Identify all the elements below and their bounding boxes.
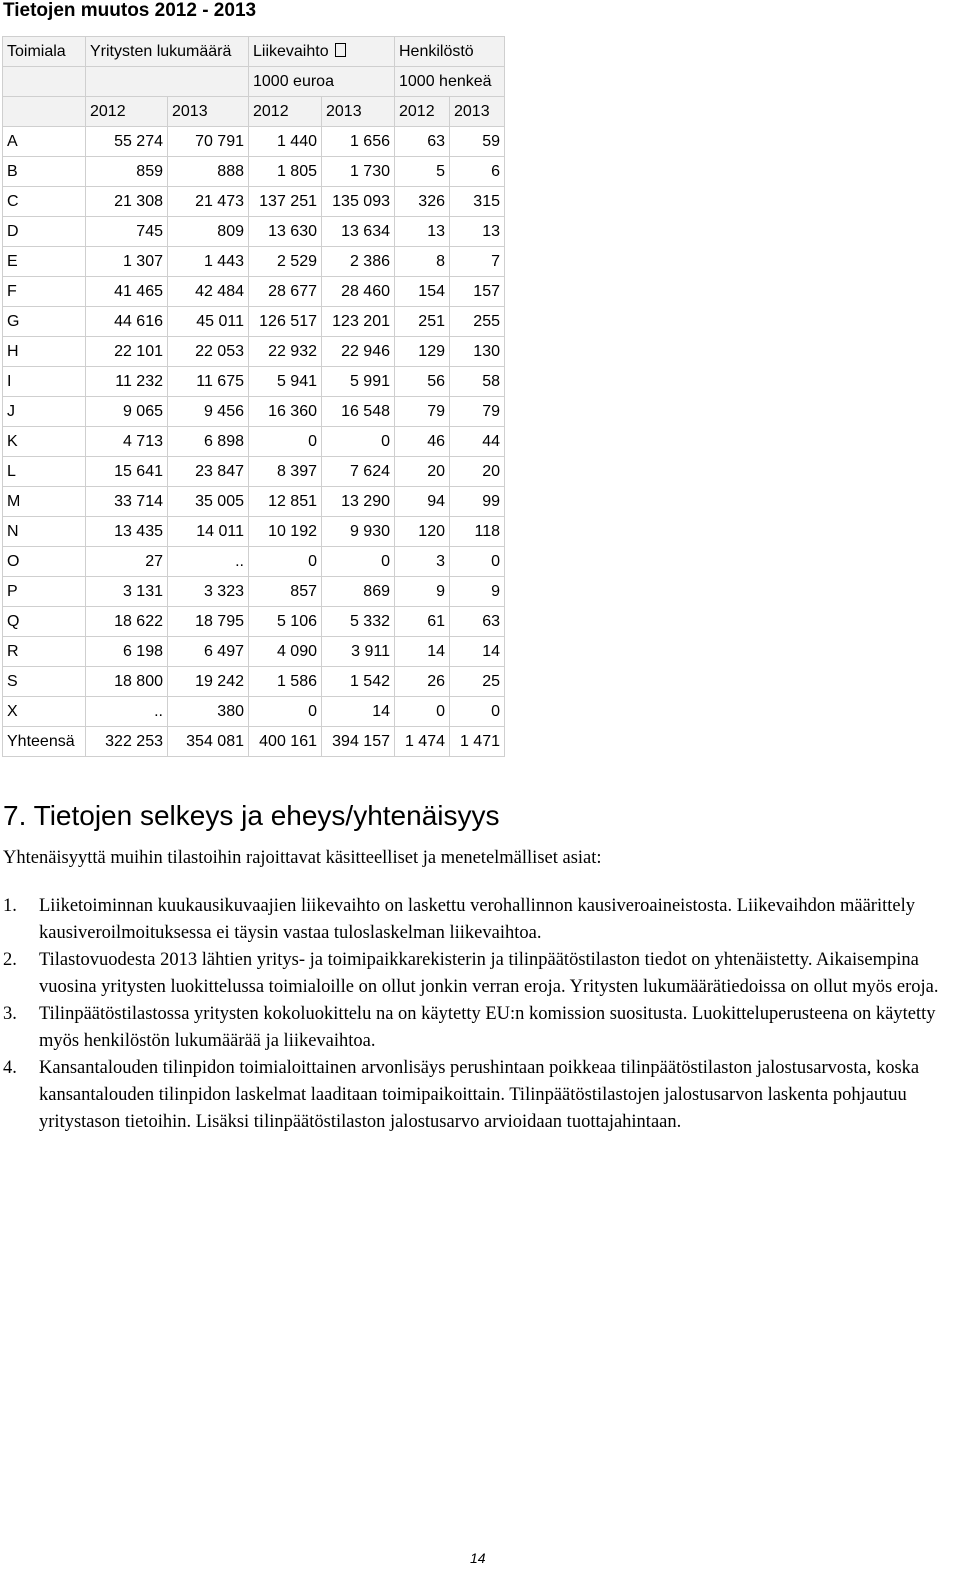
table-cell: 27 (86, 547, 168, 577)
table-cell: 120 (395, 517, 450, 547)
table-cell: 25 (450, 667, 505, 697)
year-yritykset-2012: 2012 (86, 97, 168, 127)
table-cell: 6 198 (86, 637, 168, 667)
table-cell: 18 622 (86, 607, 168, 637)
table-cell: 13 (450, 217, 505, 247)
table-cell: .. (86, 697, 168, 727)
table-cell: 3 (395, 547, 450, 577)
table-cell: 5 (395, 157, 450, 187)
table-cell: 380 (168, 697, 249, 727)
table-cell: 11 232 (86, 367, 168, 397)
table-cell: 888 (168, 157, 249, 187)
year-henkilosto-2012: 2012 (395, 97, 450, 127)
table-row (3, 367, 505, 397)
row-label: P (3, 577, 86, 607)
table-row (3, 337, 505, 367)
table-cell: 59 (450, 127, 505, 157)
table-cell: 19 242 (168, 667, 249, 697)
table-cell: 9 930 (322, 517, 395, 547)
row-label: K (3, 427, 86, 457)
table-cell: 0 (322, 427, 395, 457)
table-cell: 21 308 (86, 187, 168, 217)
row-label: Q (3, 607, 86, 637)
missing-glyph-icon (335, 43, 346, 57)
table-cell: 5 332 (322, 607, 395, 637)
table-cell: 79 (450, 397, 505, 427)
table-cell: 5 991 (322, 367, 395, 397)
table-row (3, 547, 505, 577)
table-cell: 41 465 (86, 277, 168, 307)
table-cell: 12 851 (249, 487, 322, 517)
table-body (3, 37, 505, 757)
note-item (3, 1055, 958, 1136)
table-cell: 11 675 (168, 367, 249, 397)
table-cell: 14 011 (168, 517, 249, 547)
table-cell: .. (168, 547, 249, 577)
table-cell: 118 (450, 517, 505, 547)
table-cell: 13 (395, 217, 450, 247)
note-number: 1. (3, 896, 17, 916)
table-cell: 45 011 (168, 307, 249, 337)
note-text: Tilastovuodesta 2013 lähtien yritys- ja toimipaikkarekisterin ja tilinpäätöstilaston tiedot on yhtenäistetty. Aikaisempina vuosina yritysten luokittelussa toimialoille on ollut jonkin verran eroja. Yritysten lukumäärätiedoissa on ollut myös eroja. (39, 950, 939, 997)
table-cell: 8 (395, 247, 450, 277)
table-cell: 129 (395, 337, 450, 367)
row-label: J (3, 397, 86, 427)
note-item (3, 947, 958, 1001)
note-item (3, 1001, 958, 1055)
row-label: R (3, 637, 86, 667)
note-text: Kansantalouden tilinpidon toimialoittainen arvonlisäys perushintaan poikkeaa tilinpäätöstilaston jalostusarvosta, koska kansantalouden tilinpidon laskelmat laaditaan toimipaikoittain. Tilinpäätöstilastojen jalostusarvon laskenta pohjautuu yritystason tietoihin. Lisäksi tilinpäätöstilaston jalostusarvo arvioidaan tuottajahintaan. (39, 1058, 920, 1132)
table-row (3, 187, 505, 217)
table-cell: 22 101 (86, 337, 168, 367)
row-label: G (3, 307, 86, 337)
table-cell: 0 (450, 697, 505, 727)
table-cell: 0 (395, 697, 450, 727)
table-cell: 14 (450, 637, 505, 667)
table-row (3, 247, 505, 277)
table-cell: 1 443 (168, 247, 249, 277)
table-cell: 33 714 (86, 487, 168, 517)
row-label: B (3, 157, 86, 187)
table-cell: 126 517 (249, 307, 322, 337)
page-heading: Tietojen muutos 2012 - 2013 (3, 0, 257, 21)
table-cell: 55 274 (86, 127, 168, 157)
table-cell: 35 005 (168, 487, 249, 517)
table-cell: 1 805 (249, 157, 322, 187)
table-cell: 46 (395, 427, 450, 457)
table-cell: 326 (395, 187, 450, 217)
table-cell: 400 161 (249, 727, 322, 757)
table-cell: 6 898 (168, 427, 249, 457)
table-cell: 9 (395, 577, 450, 607)
table-cell: 58 (450, 367, 505, 397)
table-cell: 56 (395, 367, 450, 397)
table-row (3, 307, 505, 337)
table-cell: 0 (450, 547, 505, 577)
table-cell: 10 192 (249, 517, 322, 547)
section-intro: Yhtenäisyyttä muihin tilastoihin rajoittavat käsitteelliset ja menetelmälliset asiat: (3, 848, 602, 868)
table-cell: 5 106 (249, 607, 322, 637)
table-cell: 23 847 (168, 457, 249, 487)
table-cell: 22 932 (249, 337, 322, 367)
table-cell: 3 131 (86, 577, 168, 607)
table-cell: 20 (395, 457, 450, 487)
table-cell: 44 616 (86, 307, 168, 337)
table-cell: 3 911 (322, 637, 395, 667)
row-label: M (3, 487, 86, 517)
table-cell: 154 (395, 277, 450, 307)
table-cell: 14 (395, 637, 450, 667)
table-cell: 157 (450, 277, 505, 307)
table-cell: 9 065 (86, 397, 168, 427)
statistics-table (2, 36, 505, 757)
table-cell: 857 (249, 577, 322, 607)
table-cell: 79 (395, 397, 450, 427)
header-liikevaihto-label: Liikevaihto (253, 42, 334, 60)
row-label: H (3, 337, 86, 367)
table-cell: 394 157 (322, 727, 395, 757)
header-empty-cell (86, 67, 249, 97)
table-cell: 63 (450, 607, 505, 637)
header-empty-cell (3, 97, 86, 127)
year-yritykset-2013: 2013 (168, 97, 249, 127)
table-cell: 21 473 (168, 187, 249, 217)
table-cell: 63 (395, 127, 450, 157)
table-cell: 13 630 (249, 217, 322, 247)
table-row (3, 277, 505, 307)
header-row-labels (3, 37, 505, 67)
note-text: Tilinpäätöstilastossa yritysten kokoluokittelu na on käytetty EU:n komission suositusta. Luokitteluperusteena on käytetty myös henkilöstön lukumäärää ja liikevaihtoa. (39, 1004, 936, 1051)
row-label: L (3, 457, 86, 487)
table-cell: 255 (450, 307, 505, 337)
table-row (3, 697, 505, 727)
unit-henkilosto: 1000 henkeä (395, 67, 505, 97)
row-label: X (3, 697, 86, 727)
table-cell: 2 529 (249, 247, 322, 277)
table-cell: 9 (450, 577, 505, 607)
table-row (3, 607, 505, 637)
table-cell: 251 (395, 307, 450, 337)
table-cell: 0 (249, 427, 322, 457)
table-cell: 28 677 (249, 277, 322, 307)
header-empty-cell (3, 67, 86, 97)
table-row (3, 217, 505, 247)
table-cell: 15 641 (86, 457, 168, 487)
table-cell: 14 (322, 697, 395, 727)
table-cell: 3 323 (168, 577, 249, 607)
table-row (3, 487, 505, 517)
header-yritykset: Yritysten lukumäärä (86, 37, 249, 67)
table-cell: 0 (249, 697, 322, 727)
note-number: 3. (3, 1004, 17, 1024)
table-cell: 1 656 (322, 127, 395, 157)
table-cell: 7 624 (322, 457, 395, 487)
row-label: Yhteensä (3, 727, 86, 757)
table-row (3, 397, 505, 427)
table-row (3, 457, 505, 487)
table-cell: 322 253 (86, 727, 168, 757)
table-cell: 135 093 (322, 187, 395, 217)
header-henkilosto: Henkilöstö (395, 37, 505, 67)
table-cell: 28 460 (322, 277, 395, 307)
table-cell: 6 (450, 157, 505, 187)
note-number: 2. (3, 950, 17, 970)
total-row (3, 727, 505, 757)
table-cell: 1 586 (249, 667, 322, 697)
table-cell: 18 800 (86, 667, 168, 697)
table-cell: 20 (450, 457, 505, 487)
table-cell: 745 (86, 217, 168, 247)
note-number: 4. (3, 1058, 17, 1078)
table-row (3, 517, 505, 547)
table-cell: 13 290 (322, 487, 395, 517)
year-liikevaihto-2013: 2013 (322, 97, 395, 127)
row-label: C (3, 187, 86, 217)
table-cell: 1 730 (322, 157, 395, 187)
row-label: N (3, 517, 86, 547)
year-liikevaihto-2012: 2012 (249, 97, 322, 127)
notes-list (3, 893, 958, 1136)
table-cell: 0 (249, 547, 322, 577)
table-cell: 61 (395, 607, 450, 637)
section-title: 7. Tietojen selkeys ja eheys/yhtenäisyys (3, 800, 500, 831)
table-cell: 22 946 (322, 337, 395, 367)
row-label: S (3, 667, 86, 697)
row-label: A (3, 127, 86, 157)
table-cell: 8 397 (249, 457, 322, 487)
table-row (3, 667, 505, 697)
table-cell: 809 (168, 217, 249, 247)
year-henkilosto-2013: 2013 (450, 97, 505, 127)
table-row (3, 427, 505, 457)
table-row (3, 577, 505, 607)
table-cell: 44 (450, 427, 505, 457)
header-row-years (3, 97, 505, 127)
table-cell: 7 (450, 247, 505, 277)
table-cell: 354 081 (168, 727, 249, 757)
header-row-units (3, 67, 505, 97)
table-cell: 1 542 (322, 667, 395, 697)
table-cell: 16 360 (249, 397, 322, 427)
table-cell: 0 (322, 547, 395, 577)
table-cell: 42 484 (168, 277, 249, 307)
table-cell: 22 053 (168, 337, 249, 367)
table-cell: 16 548 (322, 397, 395, 427)
table-cell: 5 941 (249, 367, 322, 397)
note-item (3, 893, 958, 947)
page-number: 14 (470, 1550, 486, 1566)
table-row (3, 127, 505, 157)
table-cell: 13 435 (86, 517, 168, 547)
row-label: D (3, 217, 86, 247)
table-cell: 315 (450, 187, 505, 217)
table-cell: 869 (322, 577, 395, 607)
unit-liikevaihto: 1000 euroa (249, 67, 395, 97)
note-text: Liiketoiminnan kuukausikuvaajien liikevaihto on laskettu verohallinnon kausiveroaineistosta. Liikevaihdon määrittely kausiveroilmoituksessa ei täysin vastaa tuloslaskelman liikevaihtoa. (39, 896, 915, 943)
table-cell: 1 471 (450, 727, 505, 757)
row-label: F (3, 277, 86, 307)
table-row (3, 157, 505, 187)
table-cell: 1 474 (395, 727, 450, 757)
table-cell: 18 795 (168, 607, 249, 637)
table-cell: 99 (450, 487, 505, 517)
table-cell: 130 (450, 337, 505, 367)
row-label: E (3, 247, 86, 277)
row-label: I (3, 367, 86, 397)
table-cell: 137 251 (249, 187, 322, 217)
table-cell: 859 (86, 157, 168, 187)
table-cell: 13 634 (322, 217, 395, 247)
table-cell: 26 (395, 667, 450, 697)
table-cell: 94 (395, 487, 450, 517)
header-liikevaihto (249, 37, 395, 67)
table-cell: 2 386 (322, 247, 395, 277)
table-cell: 123 201 (322, 307, 395, 337)
table-cell: 9 456 (168, 397, 249, 427)
row-label: O (3, 547, 86, 577)
table-cell: 4 713 (86, 427, 168, 457)
table-cell: 1 440 (249, 127, 322, 157)
table-cell: 70 791 (168, 127, 249, 157)
header-toimiala: Toimiala (3, 37, 86, 67)
table-row (3, 637, 505, 667)
table-cell: 6 497 (168, 637, 249, 667)
table-cell: 1 307 (86, 247, 168, 277)
table-cell: 4 090 (249, 637, 322, 667)
